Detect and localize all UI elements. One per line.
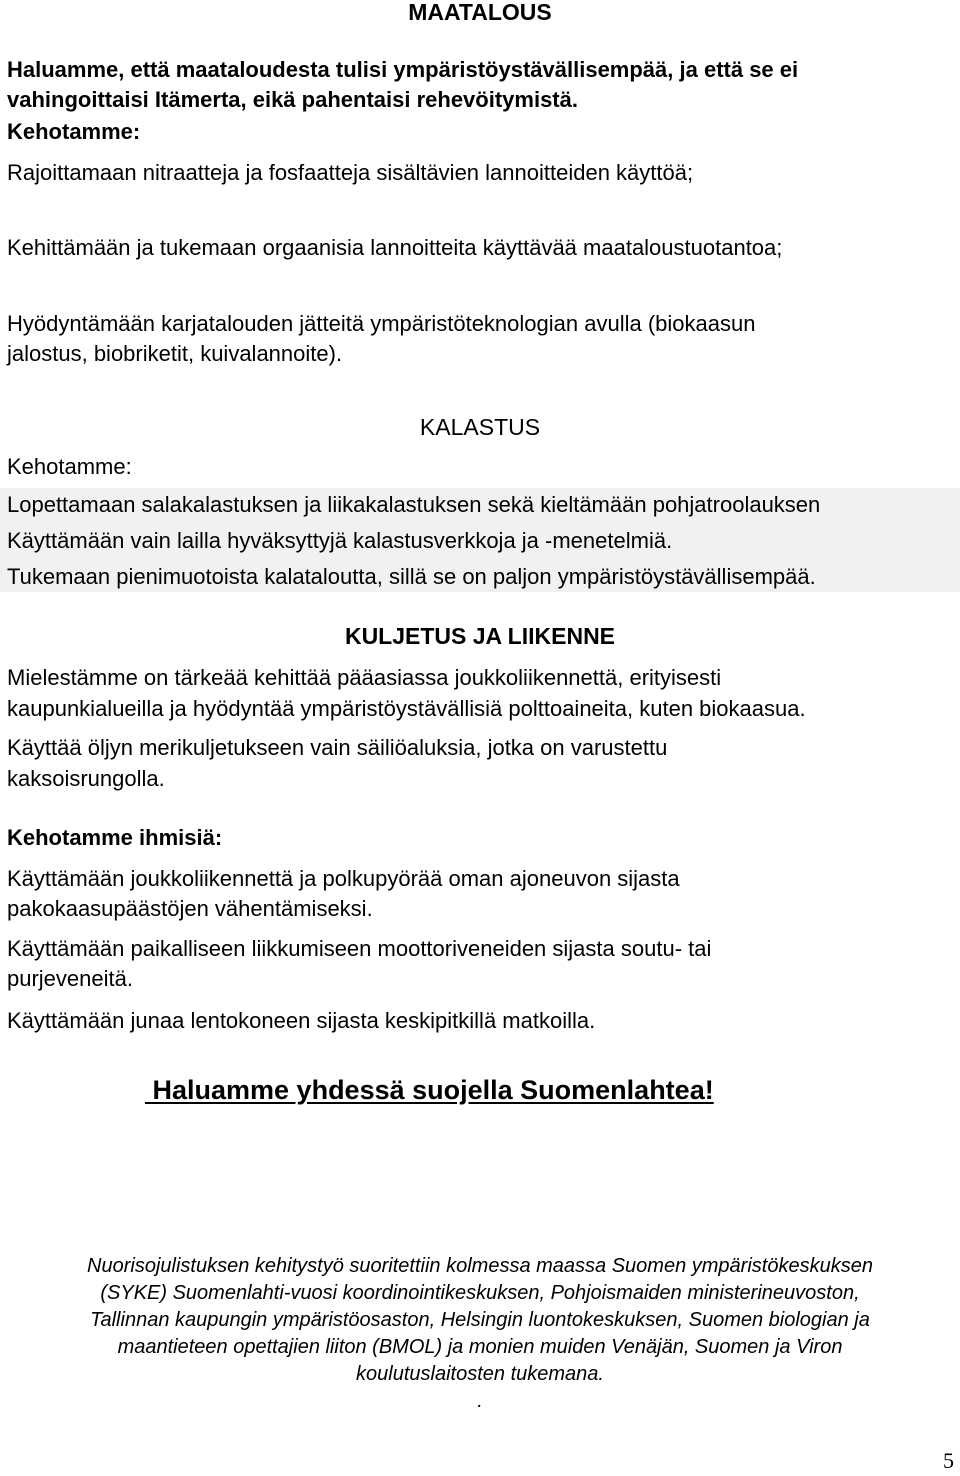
kuljetus-lead: Kehotamme ihmisiä: <box>7 825 223 850</box>
kalastus-heading: KALASTUS <box>419 414 541 440</box>
maatalous-intro-line-2: vahingoittaisi Itämerta, eikä pahentaisi rehevöitymistä. <box>7 87 578 112</box>
kuljetus-item: purjeveneitä. <box>7 966 133 991</box>
kalastus-item: Tukemaan pienimuotoista kalataloutta, sillä se on paljon ympäristöystävällisempää. <box>7 564 816 589</box>
footer-dot: . <box>477 1390 483 1412</box>
maatalous-intro-line-1: Haluamme, että maataloudesta tulisi ympäristöystävällisempää, ja että se ei <box>7 57 799 82</box>
footer-line: koulutuslaitosten tukemana. <box>356 1363 604 1385</box>
kuljetus-heading: KULJETUS JA LIIKENNE <box>344 623 616 649</box>
footer-line: (SYKE) Suomenlahti-vuosi koordinointikeskuksen, Pohjoismaiden ministerineuvoston, <box>100 1282 860 1304</box>
maatalous-item: Hyödyntämään karjatalouden jätteitä ympäristöteknologian avulla (biokaasun <box>7 311 756 336</box>
kuljetus-paragraph-1-line-1: Mielestämme on tärkeää kehittää pääasiassa joukkoliikennettä, erityisesti <box>7 665 722 690</box>
footer-acknowledgement <box>0 1253 960 1415</box>
kuljetus-paragraph-2-line-1: Käyttää öljyn merikuljetukseen vain säiliöaluksia, jotka on varustettu <box>7 735 668 760</box>
kalastus-item: Lopettamaan salakalastuksen ja liikakalastuksen sekä kieltämään pohjatroolauksen <box>7 492 821 517</box>
closing-statement: Haluamme yhdessä suojella Suomenlahtea! <box>145 1075 714 1105</box>
kuljetus-paragraph-1-line-2: kaupunkialueilla ja hyödyntää ympäristöystävällisiä polttoaineita, kuten biokaasua. <box>7 696 806 721</box>
maatalous-item: jalostus, biobriketit, kuivalannoite). <box>7 341 343 366</box>
maatalous-item: Kehittämään ja tukemaan orgaanisia lannoitteita käyttävää maataloustuotantoa; <box>7 235 783 260</box>
page-number: 5 <box>943 1448 954 1473</box>
footer-line: Nuorisojulistuksen kehitystyö suoritettiin kolmessa maassa Suomen ympäristökeskuksen <box>87 1255 873 1277</box>
maatalous-item: Rajoittamaan nitraatteja ja fosfaatteja sisältävien lannoitteiden käyttöä; <box>7 160 694 185</box>
kuljetus-item: pakokaasupäästöjen vähentämiseksi. <box>7 896 373 921</box>
kuljetus-item: Käyttämään paikalliseen liikkumiseen moottoriveneiden sijasta soutu- tai <box>7 936 712 961</box>
kalastus-lead: Kehotamme: <box>7 454 132 479</box>
kalastus-item: Käyttämään vain lailla hyväksyttyjä kalastusverkkoja ja -menetelmiä. <box>7 528 673 553</box>
kuljetus-item: Käyttämään junaa lentokoneen sijasta keskipitkillä matkoilla. <box>7 1008 596 1033</box>
kuljetus-paragraph-2-line-2: kaksoisrungolla. <box>7 766 165 791</box>
kuljetus-item: Käyttämään joukkoliikennettä ja polkupyörää oman ajoneuvon sijasta <box>7 866 680 891</box>
maatalous-heading: MAATALOUS <box>408 0 552 25</box>
footer-line: Tallinnan kaupungin ympäristöosaston, Helsingin luontokeskuksen, Suomen biologian ja <box>90 1309 870 1331</box>
footer-line: maantieteen opettajien liiton (BMOL) ja monien muiden Venäjän, Suomen ja Viron <box>117 1336 843 1358</box>
maatalous-lead: Kehotamme: <box>7 119 141 144</box>
